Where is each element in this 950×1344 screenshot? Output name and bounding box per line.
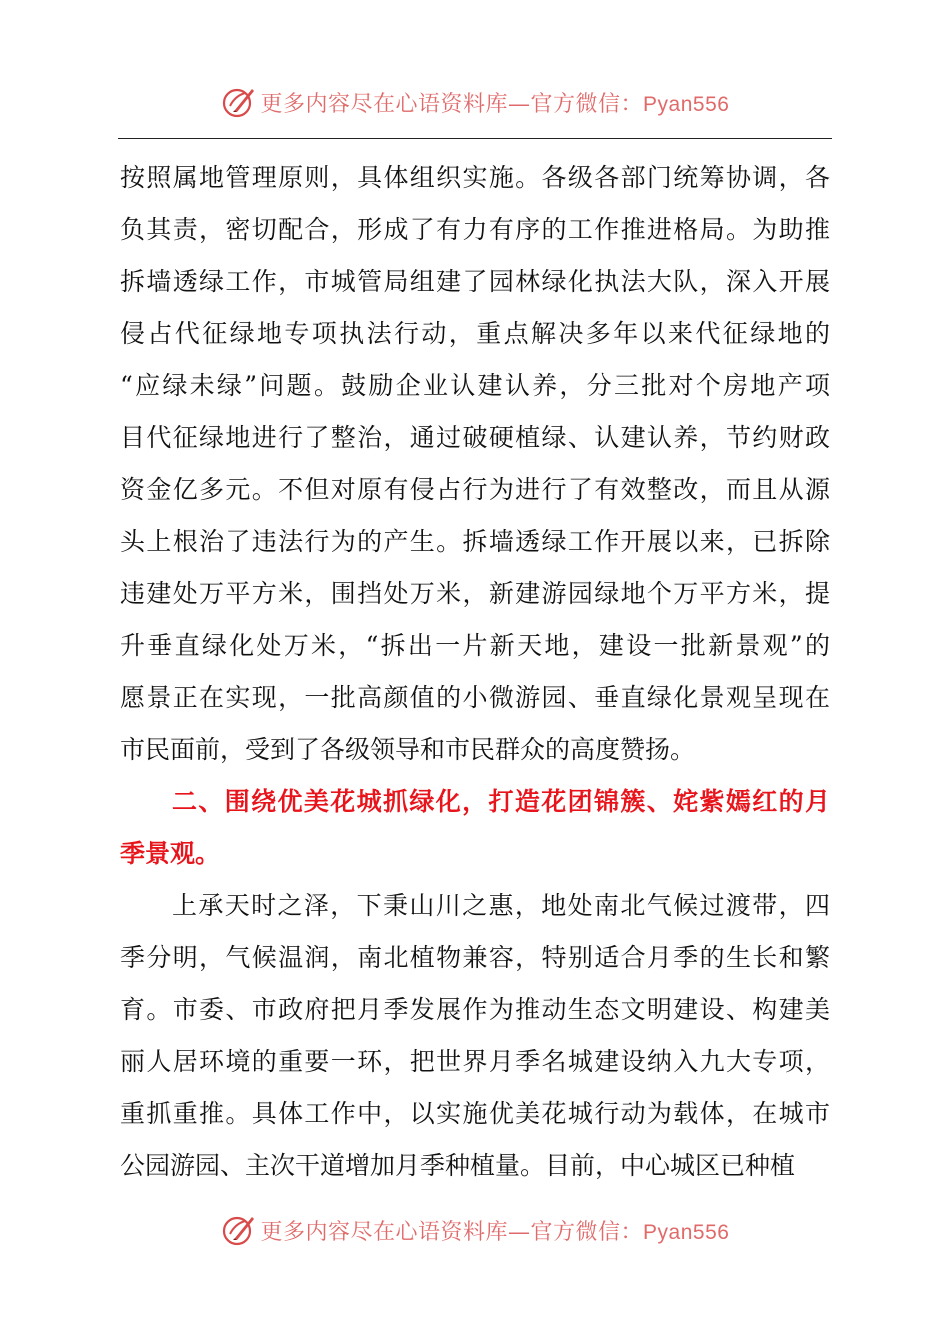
text-line: “应绿未绿”问题。鼓励企业认建认养，分三批对个房地产项: [120, 371, 830, 400]
text-line: 上承天时之泽，下秉山川之惠，地处南北气候过渡带，四: [172, 891, 830, 920]
header-rule: [118, 138, 832, 139]
heading-line: 二、围绕优美花城抓绿化，打造花团锦簇、姹紫嫣红的月: [172, 787, 830, 816]
text-line: 拆墙透绿工作，市城管局组建了园林绿化执法大队，深入开展: [120, 267, 830, 296]
text-line: 违建处万平方米，围挡处万米，新建游园绿地个万平方米，提: [120, 579, 830, 608]
heading-line: 季景观。: [120, 839, 221, 868]
text-line: 重抓重推。具体工作中，以实施优美花城行动为载体，在城市: [120, 1099, 830, 1128]
text-line: 市民面前，受到了各级领导和市民群众的高度赞扬。: [120, 735, 696, 764]
document-body: [120, 152, 830, 1192]
banner-brand: Pyan556: [643, 92, 730, 116]
text-line: 丽人居环境的重要一环，把世界月季名城建设纳入九大专项，: [120, 1047, 830, 1076]
text-line: 季分明，气候温润，南北植物兼容，特别适合月季的生长和繁: [120, 943, 830, 972]
banner-text: 更多内容尽在心语资料库—官方微信：Pyan556: [260, 91, 730, 117]
text-line: 资金亿多元。不但对原有侵占行为进行了有效整改，而且从源: [120, 475, 830, 504]
section-heading: [120, 776, 830, 880]
paragraph: [120, 152, 830, 776]
text-line: 升垂直绿化处万米，“拆出一片新天地，建设一批新景观”的: [120, 631, 830, 660]
pen-logo-icon: [221, 1212, 257, 1248]
paragraph: [120, 880, 830, 1192]
text-line: 负其责，密切配合，形成了有力有序的工作推进格局。为助推: [120, 215, 830, 244]
banner-brand: Pyan556: [643, 1220, 730, 1244]
header-banner: [0, 82, 950, 122]
footer-banner: [0, 1210, 950, 1250]
text-line: 目代征绿地进行了整治，通过破硬植绿、认建认养，节约财政: [120, 423, 830, 452]
text-line: 按照属地管理原则，具体组织实施。各级各部门统筹协调，各: [120, 163, 830, 192]
text-line: 育。市委、市政府把月季发展作为推动生态文明建设、构建美: [120, 995, 830, 1024]
text-line: 公园游园、主次干道增加月季种植量。目前，中心城区已种植: [120, 1151, 796, 1180]
text-line: 愿景正在实现，一批高颜值的小微游园、垂直绿化景观呈现在: [120, 683, 830, 712]
text-line: 侵占代征绿地专项执法行动，重点解决多年以来代征绿地的: [120, 319, 830, 348]
banner-text: 更多内容尽在心语资料库—官方微信：Pyan556: [260, 1219, 730, 1245]
text-line: 头上根治了违法行为的产生。拆墙透绿工作开展以来，已拆除: [120, 527, 830, 556]
pen-logo-icon: [221, 84, 257, 120]
